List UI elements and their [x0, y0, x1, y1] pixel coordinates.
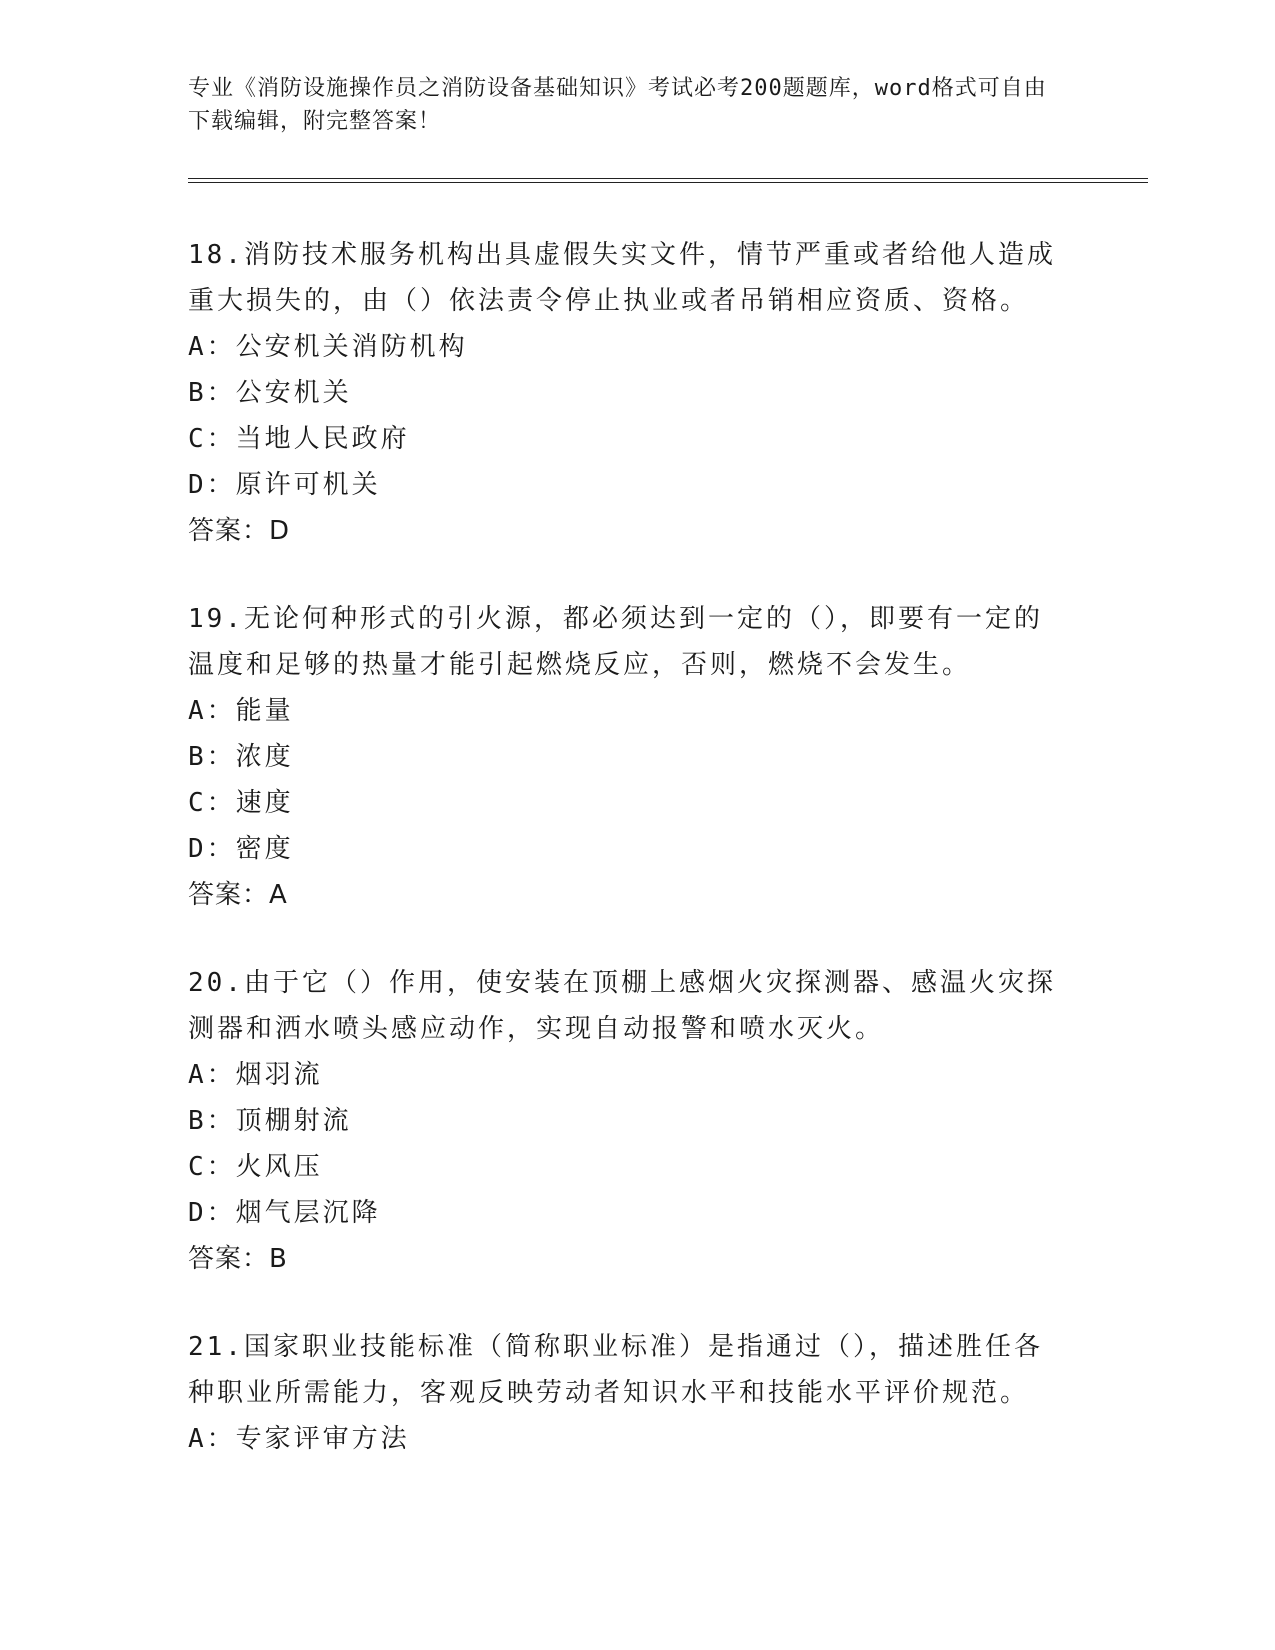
option-c: C：当地人民政府 [188, 424, 410, 454]
option-b: B：浓度 [188, 742, 294, 772]
question-18 [188, 232, 1068, 554]
option-d: D：密度 [188, 834, 294, 864]
answer-line: 答案：A [188, 880, 288, 910]
question-21 [188, 1324, 1068, 1462]
option-a: A：能量 [188, 696, 294, 726]
option-a: A：烟羽流 [188, 1060, 323, 1090]
document-header: 专业《消防设施操作员之消防设备基础知识》考试必考200题题库，word格式可自由下载编辑，附完整答案！ [188, 76, 1047, 134]
option-c: C：速度 [188, 788, 294, 818]
option-c: C：火风压 [188, 1152, 323, 1182]
answer-line: 答案：B [188, 1244, 288, 1274]
question-text: 18.消防技术服务机构出具虚假失实文件，情节严重或者给他人造成重大损失的，由（）依法责令停止执业或者吊销相应资质、资格。 [188, 240, 1056, 316]
question-text: 20.由于它（）作用，使安装在顶棚上感烟火灾探测器、感温火灾探测器和洒水喷头感应动作，实现自动报警和喷水灭火。 [188, 968, 1056, 1044]
header-divider-bottom [188, 182, 1148, 183]
question-20 [188, 960, 1068, 1282]
option-d: D：原许可机关 [188, 470, 381, 500]
question-text: 19.无论何种形式的引火源，都必须达到一定的（），即要有一定的温度和足够的热量才能引起燃烧反应，否则，燃烧不会发生。 [188, 604, 1043, 680]
question-text: 21.国家职业技能标准（简称职业标准）是指通过（），描述胜任各种职业所需能力，客观反映劳动者知识水平和技能水平评价规范。 [188, 1332, 1043, 1408]
question-19 [188, 596, 1068, 918]
option-a: A：专家评审方法 [188, 1424, 410, 1454]
option-d: D：烟气层沉降 [188, 1198, 381, 1228]
option-b: B：公安机关 [188, 378, 352, 408]
header-divider-top [188, 178, 1148, 179]
option-b: B：顶棚射流 [188, 1106, 352, 1136]
option-a: A：公安机关消防机构 [188, 332, 468, 362]
answer-line: 答案：D [188, 516, 291, 546]
